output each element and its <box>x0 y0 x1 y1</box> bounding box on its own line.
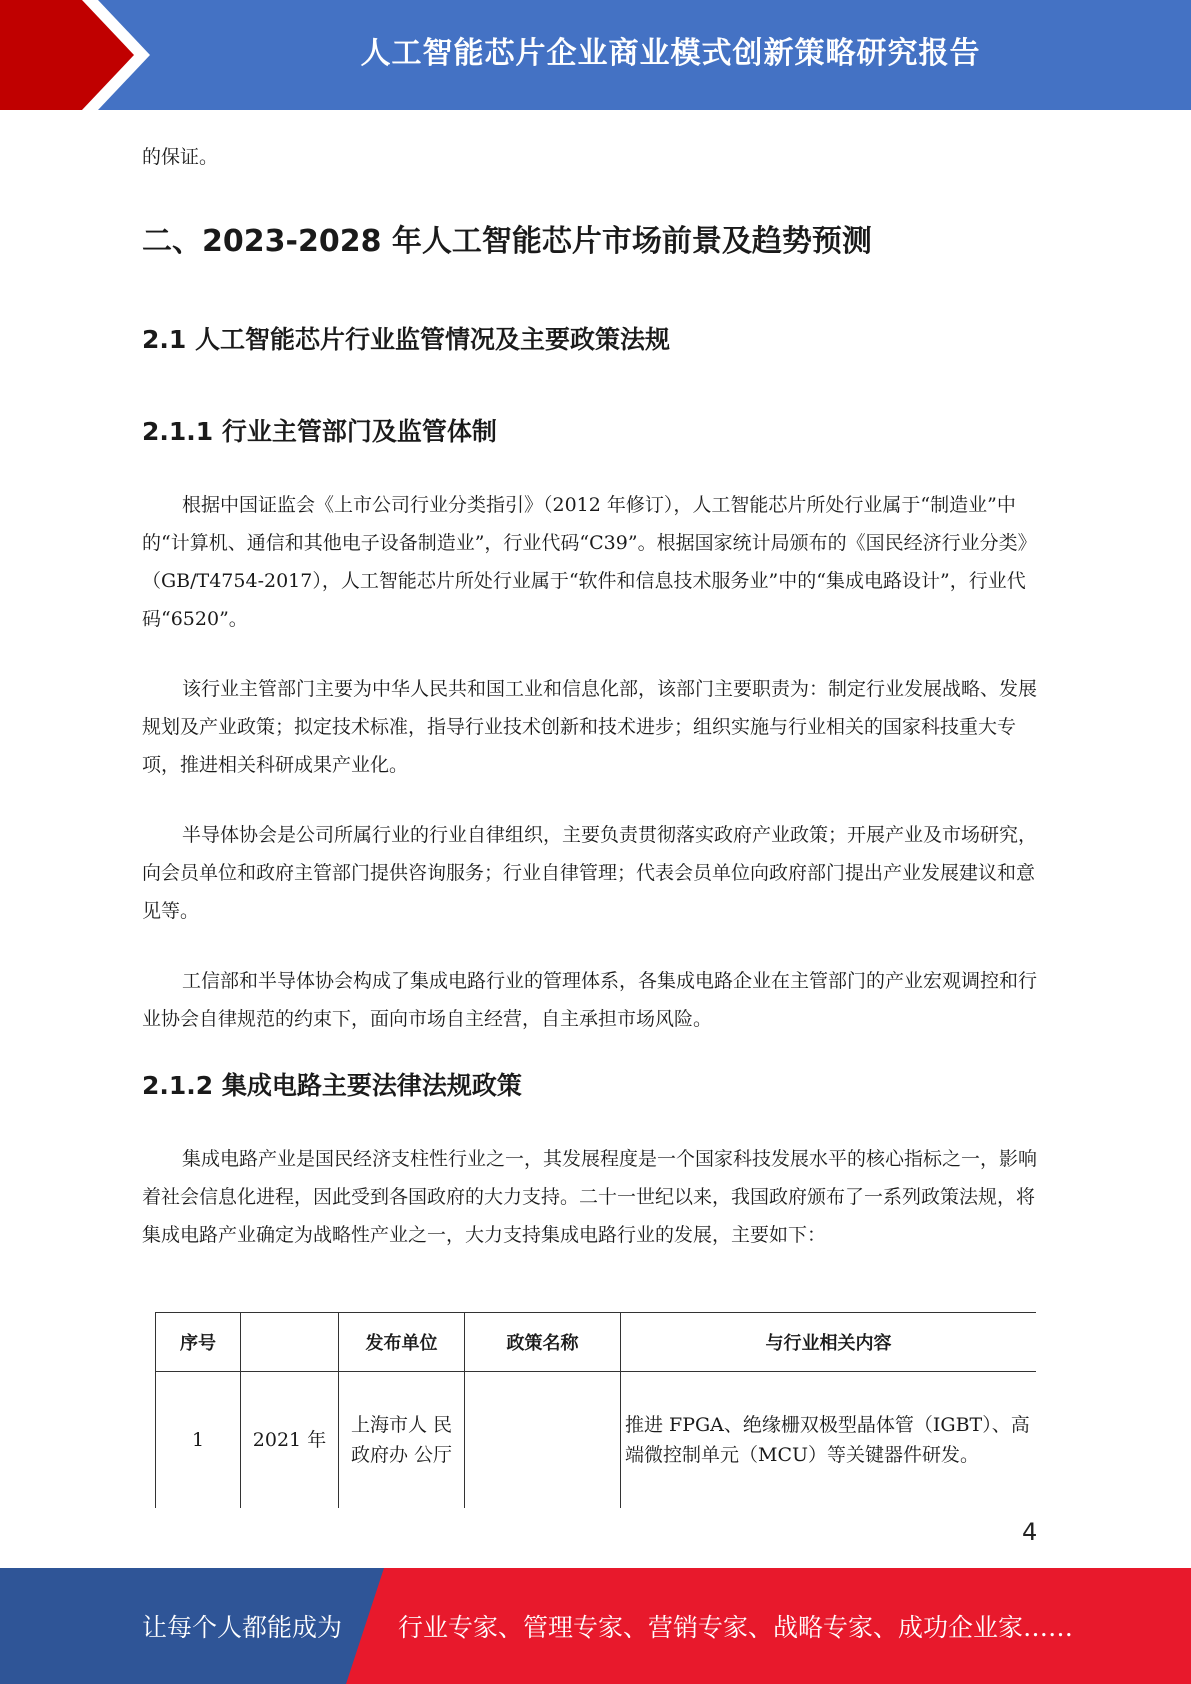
cell-policy <box>465 1372 621 1509</box>
subsection-title-2-1-2: 2.1.2 集成电路主要法律法规政策 <box>142 1071 522 1100</box>
paragraph-association: 半导体协会是公司所属行业的行业自律组织，主要负责贯彻落实政府产业政策；开展产业及市场研究，向会员单位和政府主管部门提供咨询服务；行业自律管理；代表会员单位向政府部门提出产业发展建议和意见等。 <box>142 824 1038 922</box>
paragraph-regulator: 该行业主管部门主要为中华人民共和国工业和信息化部，该部门主要职责为：制定行业发展战略、发展规划及产业政策；拟定技术标准，指导行业技术创新和技术进步；组织实施与行业相关的国家科技重大专项，推进相关科研成果产业化。 <box>142 678 1038 776</box>
policy-table-container <box>155 1312 1036 1508</box>
report-title: 人工智能芯片企业商业模式创新策略研究报告 <box>360 36 981 71</box>
page-header <box>0 0 1191 110</box>
footer-slogan-right: 行业专家、管理专家、营销专家、战略专家、成功企业家…… <box>398 1613 1074 1642</box>
paragraph-industry-classification: 根据中国证监会《上市公司行业分类指引》（2012 年修订），人工智能芯片所处行业属于“制造业”中的“计算机、通信和其他电子设备制造业”，行业代码“C39”。根据国家统计局颁布的《国民经济行业分类》（GB/T4754-2017），人工智能芯片所处行业属于“软件和信息技术服务业”中的“集成电路设计”，行业代码“6520”。 <box>142 494 1037 630</box>
footer-slogan-left: 让每个人都能成为 <box>142 1613 343 1642</box>
cell-issuer: 上海市人 民政府办 公厅 <box>339 1372 465 1509</box>
policy-table <box>155 1312 1036 1508</box>
subsection-title-2-1: 2.1 人工智能芯片行业监管情况及主要政策法规 <box>142 325 670 354</box>
header-cell-content: 与行业相关内容 <box>621 1313 1037 1372</box>
paragraph-policy-intro: 集成电路产业是国民经济支柱性行业之一，其发展程度是一个国家科技发展水平的核心指标之一，影响着社会信息化进程，因此受到各国政府的大力支持。二十一世纪以来，我国政府颁布了一系列政策法规，将集成电路产业确定为战略性产业之一，大力支持集成电路行业的发展，主要如下： <box>142 1148 1038 1246</box>
cell-content: 推进 FPGA、绝缘栅双极型晶体管（IGBT）、高端微控制单元（MCU）等关键器件研发。 <box>621 1372 1037 1509</box>
section-title: 二、2023-2028 年人工智能芯片市场前景及趋势预测 <box>142 224 872 259</box>
lead-text: 的保证。 <box>142 146 219 168</box>
header-cell-date <box>241 1313 339 1372</box>
paragraph-management-system: 工信部和半导体协会构成了集成电路行业的管理体系，各集成电路企业在主管部门的产业宏观调控和行业协会自律规范的约束下，面向市场自主经营，自主承担市场风险。 <box>142 970 1038 1030</box>
header-cell-issuer: 发布单位 <box>339 1313 465 1372</box>
header-cell-policy: 政策名称 <box>465 1313 621 1372</box>
cell-no: 1 <box>156 1372 241 1509</box>
table-row <box>156 1372 1037 1509</box>
table-header-row <box>156 1313 1037 1372</box>
subsection-title-2-1-1: 2.1.1 行业主管部门及监管体制 <box>142 417 497 446</box>
page-number: 4 <box>1022 1518 1038 1546</box>
page-footer <box>0 1568 1191 1684</box>
cell-year: 2021 年 <box>241 1372 339 1509</box>
header-cell-no: 序号 <box>156 1313 241 1372</box>
